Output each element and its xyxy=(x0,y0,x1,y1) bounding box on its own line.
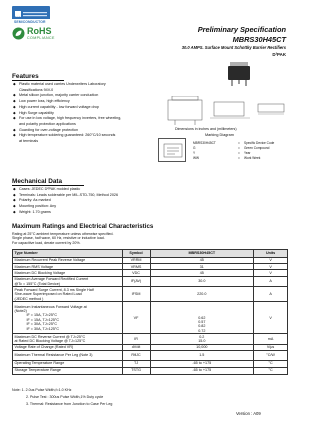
list-item: ◆ High current capability - low forward voltage drop xyxy=(13,104,99,109)
page-title: Preliminary Specification xyxy=(197,25,286,34)
table-row xyxy=(13,276,288,287)
table-header-cell: MBRS30H45CT xyxy=(150,250,254,258)
symbol-cell: VRMS xyxy=(122,264,150,270)
param-cell: Storage Temperature Range xyxy=(13,367,123,374)
rohs-title: RoHS xyxy=(27,26,52,36)
symbol-cell: TSTG xyxy=(122,367,150,374)
symbol-cell: VDC xyxy=(122,270,150,276)
list-item: ◆ Terminals: Leads solderable per MIL-STD-750, Method 2026 xyxy=(13,192,118,197)
list-item: ◆ Weight: 1.70 grams xyxy=(13,209,51,214)
value-cell: 220.0 xyxy=(150,287,254,302)
unit-cell: A xyxy=(254,287,288,302)
param-cell: Maximum Average Forward Rectified Current @Tc = 155°C (Total Device) xyxy=(13,276,123,287)
list-item: ◆ Metal silicon junction, majority carrier conduction xyxy=(13,93,99,98)
table-header-row xyxy=(13,250,288,258)
unit-cell: mA xyxy=(254,334,288,345)
param-cell: Maximum Instantaneous Forward Voltage at (Note2) IF = 15A, TJ=25°C IF = 15A, TJ=125°C IF = 30A, TJ=25°C IF = 30A, TJ=125°C xyxy=(13,302,123,334)
package-name: D²PAK xyxy=(272,52,286,57)
unit-cell: V xyxy=(254,257,288,263)
value-cell: 45 xyxy=(150,257,254,263)
mechanical-heading: Mechanical Data xyxy=(12,178,63,185)
unit-cell: V xyxy=(254,302,288,334)
unit-cell: A xyxy=(254,276,288,287)
mechanical-underline xyxy=(12,185,84,186)
table-header-cell: Type Number xyxy=(13,250,123,258)
ratings-note-line: Rating at 25°C ambient temperature unless otherwise specified. xyxy=(12,232,114,236)
value-cell: 45 xyxy=(150,270,254,276)
symbol-cell: VRRM xyxy=(122,257,150,263)
package-image xyxy=(224,60,254,88)
symbol-cell: IFSM xyxy=(122,287,150,302)
legend-row: MBRS30H45CT = Specific Device Code xyxy=(193,141,275,145)
rohs-leaf-icon xyxy=(12,27,25,40)
dimension-note: Dimensions in inches and (millimeters) xyxy=(175,127,237,131)
marking-diagram xyxy=(158,138,186,162)
list-item: at terminals xyxy=(19,139,39,144)
product-description: 30.0 AMPS. Surface Mount Schottky Barrier Rectifiers xyxy=(181,45,286,50)
ratings-heading: Maximum Ratings and Electrical Characteristics xyxy=(12,223,154,230)
mechanical-list xyxy=(12,187,147,216)
table-row xyxy=(13,302,288,334)
list-item: ◆ Plastic material used carries Underwriters Laboratory xyxy=(13,82,106,86)
value-cell: 0.62 0.57 0.82 0.72 xyxy=(150,302,254,334)
footnote: 2. Pulse Test : 300us Pulse Width,1% Duty cycle xyxy=(26,394,104,399)
list-item: ◆ Polarity: As marked xyxy=(13,198,51,203)
param-cell: Maximum DC Reverse Current @ TJ=25°C at Rated DC Blocking Voltage @ TJ=125°C xyxy=(13,334,123,345)
part-number: MBRS30H45CT xyxy=(232,35,286,44)
param-cell: Maximum Thermal Resistance Per Leg (Note 3) xyxy=(13,351,123,361)
table-row xyxy=(13,351,288,361)
list-item: Classifications 94V-0 xyxy=(19,87,54,92)
param-cell: Maximum DC Blocking Voltage xyxy=(13,270,123,276)
list-item: ◆ Mounting position: Any xyxy=(13,204,57,209)
list-item: ◆ High Surge capability xyxy=(13,110,54,115)
value-cell: -65 to +175 xyxy=(150,360,254,367)
legend-row: Y = Year xyxy=(193,150,251,155)
features-underline xyxy=(12,80,64,81)
value-cell: -65 to +175 xyxy=(150,367,254,374)
ratings-note-line: Single phase, half wave, 60 Hz, resistive or inductive load. xyxy=(12,236,105,241)
list-item: ◆ For use in low voltage, high frequency inverters, free wheeling, xyxy=(13,116,122,121)
value-cell: 1.5 xyxy=(150,351,254,361)
features-heading: Features xyxy=(12,73,39,80)
footnote: 3. Thermal: Resistance from Junction to Case Per Leg xyxy=(26,401,113,406)
table-row xyxy=(13,334,288,345)
list-item: and polarity protection applications xyxy=(19,121,76,126)
table-row xyxy=(13,360,288,367)
unit-cell: V xyxy=(254,270,288,276)
table-header-cell: Symbol xyxy=(122,250,150,258)
ratings-notes xyxy=(12,232,288,245)
logo-text: TAIWAN SEMICONDUCTOR xyxy=(14,16,46,24)
company-logo xyxy=(12,6,50,16)
rohs-subtitle: COMPLIANCE xyxy=(27,36,55,40)
unit-cell: °C xyxy=(254,360,288,367)
table-row xyxy=(13,287,288,302)
features-list xyxy=(12,82,147,145)
legend-row: WW = Work Week xyxy=(193,155,261,160)
unit-cell: °C xyxy=(254,367,288,374)
param-cell: Peak Forward Surge Current, 8.3 ms Single Half Sine-wave Superimposed on Rated Load (JEDEC method ) xyxy=(13,287,123,302)
param-cell: Maximum RMS Voltage xyxy=(13,264,123,270)
value-cell: 30.0 xyxy=(150,276,254,287)
value-cell: 31 xyxy=(150,264,254,270)
unit-cell: V xyxy=(254,264,288,270)
unit-cell: °C/W xyxy=(254,351,288,361)
symbol-cell: IF(AV) xyxy=(122,276,150,287)
list-item: ◆ Cases: JEDEC D²PAK molded plastic xyxy=(13,187,81,191)
symbol-cell: TJ xyxy=(122,360,150,367)
unit-cell: V/μs xyxy=(254,344,288,350)
value-cell: 10,000 xyxy=(150,344,254,350)
param-cell: Operating Temperature Range xyxy=(13,360,123,367)
symbol-cell: VF xyxy=(122,302,150,334)
footnotes xyxy=(12,387,112,407)
value-cell: 0.2 15.0 xyxy=(150,334,254,345)
list-item: ◆ Guarding for over-voltage protection xyxy=(13,127,79,132)
legend-row: G = Green Compound xyxy=(193,145,270,150)
marking-legend xyxy=(193,141,288,161)
symbol-cell: dV/dt xyxy=(122,344,150,350)
version-label: Version : A09 xyxy=(236,411,261,416)
table-header-cell: Units xyxy=(254,250,288,258)
param-cell: Voltage Rate of Change (Rated VR) xyxy=(13,344,123,350)
marking-diagram-title: Marking Diagram xyxy=(205,133,234,137)
symbol-cell: RθJC xyxy=(122,351,150,361)
symbol-cell: IR xyxy=(122,334,150,345)
table-row xyxy=(13,367,288,374)
ratings-note-line: For capacitive load, derate current by 20%. xyxy=(12,240,81,245)
list-item: ◆ High temperature soldering guaranteed: 260°C/10 seconds xyxy=(13,133,116,138)
list-item: ◆ Low power loss, high efficiency xyxy=(13,99,70,104)
footnote: Note: 1. 2.0us Pulse Width,f=1.0 KHz xyxy=(12,388,72,392)
param-cell: Maximum Recurrent Peak Reverse Voltage xyxy=(13,257,123,263)
ratings-table xyxy=(12,249,288,375)
